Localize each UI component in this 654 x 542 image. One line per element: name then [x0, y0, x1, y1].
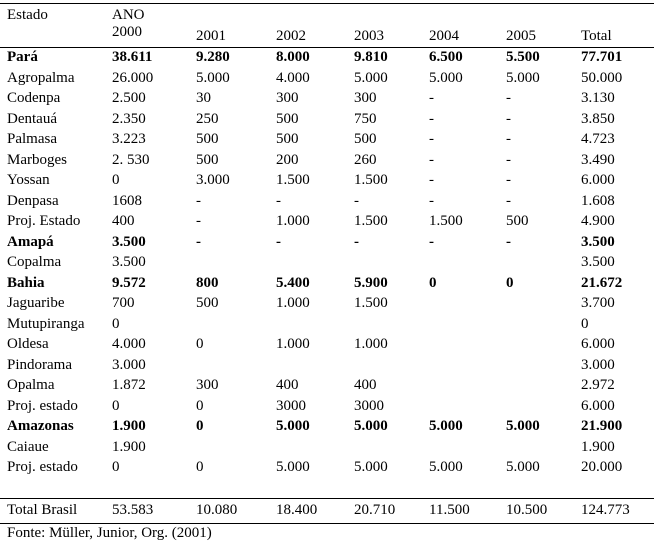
total-top-rule — [0, 498, 654, 499]
table-cell-2004: - — [429, 172, 434, 188]
table-cell-2001: 5.000 — [196, 70, 230, 86]
table-cell-2003: 400 — [354, 377, 377, 393]
table-cell-2003: 1.500 — [354, 172, 388, 188]
table-cell-total: 21.672 — [581, 275, 623, 291]
table-cell-2000: 4.000 — [112, 336, 146, 352]
table-cell-total: 1.900 — [581, 439, 615, 455]
total-cell-2003: 20.710 — [354, 502, 396, 518]
table-cell-total: 1.608 — [581, 193, 615, 209]
table-cell-2003: 260 — [354, 152, 377, 168]
table-cell-2000: 1.900 — [112, 439, 146, 455]
table-cell-2005: 0 — [506, 275, 514, 291]
table-cell-2000: 3.500 — [112, 254, 146, 270]
table-cell-2004: - — [429, 90, 434, 106]
header-total: Total — [581, 28, 612, 44]
table-cell-2004: 5.000 — [429, 70, 463, 86]
state-row-label: Pará — [7, 49, 38, 65]
table-cell-2002: 5.000 — [276, 418, 310, 434]
table-cell-2002: 3000 — [276, 398, 306, 414]
table-cell-total: 4.900 — [581, 213, 615, 229]
table-cell-2001: 250 — [196, 111, 219, 127]
table-cell-2001: 500 — [196, 152, 219, 168]
table-cell-2002: 8.000 — [276, 49, 310, 65]
table-cell-total: 6.000 — [581, 172, 615, 188]
table-cell-total: 2.972 — [581, 377, 615, 393]
table-cell-total: 3.500 — [581, 234, 615, 250]
table-cell-2003: 5.900 — [354, 275, 388, 291]
table-cell-2005: - — [506, 234, 511, 250]
table-cell-2000: 26.000 — [112, 70, 154, 86]
total-cell-2000: 53.583 — [112, 502, 154, 518]
table-cell-2002: 1.000 — [276, 336, 310, 352]
company-row-label: Codenpa — [7, 90, 61, 106]
table-cell-2002: 500 — [276, 111, 299, 127]
table-cell-total: 3.000 — [581, 357, 615, 373]
table-cell-total: 0 — [581, 316, 589, 332]
table-cell-2000: 700 — [112, 295, 135, 311]
table-cell-2003: 1.000 — [354, 336, 388, 352]
company-row-label: Palmasa — [7, 131, 57, 147]
total-row-label: Total Brasil — [7, 502, 78, 518]
table-cell-2005: 5.500 — [506, 49, 540, 65]
table-cell-2003: 300 — [354, 90, 377, 106]
state-row-label: Amapá — [7, 234, 54, 250]
company-row-label: Proj. estado — [7, 398, 78, 414]
table-cell-2002: 400 — [276, 377, 299, 393]
table-cell-2003: 9.810 — [354, 49, 388, 65]
table-cell-2001: 0 — [196, 418, 204, 434]
table-top-rule — [0, 3, 654, 4]
table-cell-2004: - — [429, 234, 434, 250]
table-cell-2001: 9.280 — [196, 49, 230, 65]
table-cell-2001: - — [196, 234, 201, 250]
table-cell-2000: 0 — [112, 316, 120, 332]
table-cell-2005: 5.000 — [506, 70, 540, 86]
table-cell-total: 3.500 — [581, 254, 615, 270]
table-cell-total: 50.000 — [581, 70, 623, 86]
table-cell-2000: 1.900 — [112, 418, 146, 434]
table-cell-total: 6.000 — [581, 336, 615, 352]
table-cell-2003: - — [354, 193, 359, 209]
table-cell-2000: 2. 530 — [112, 152, 150, 168]
table-cell-2002: 200 — [276, 152, 299, 168]
table-cell-2001: 0 — [196, 459, 204, 475]
table-cell-2000: 1608 — [112, 193, 142, 209]
table-cell-2003: 3000 — [354, 398, 384, 414]
table-cell-2001: 800 — [196, 275, 219, 291]
source-note: Fonte: Müller, Junior, Org. (2001) — [7, 525, 212, 541]
table-cell-2005: 500 — [506, 213, 529, 229]
company-row-label: Pindorama — [7, 357, 72, 373]
header-year-2002: 2002 — [276, 28, 306, 44]
table-cell-total: 21.900 — [581, 418, 623, 434]
table-cell-total: 77.701 — [581, 49, 623, 65]
company-row-label: Dentauá — [7, 111, 57, 127]
header-year-2000: 2000 — [112, 24, 142, 40]
table-cell-2000: 3.000 — [112, 357, 146, 373]
table-cell-2003: 1.500 — [354, 295, 388, 311]
header-year-2001: 2001 — [196, 28, 226, 44]
company-row-label: Yossan — [7, 172, 50, 188]
company-row-label: Caiaue — [7, 439, 49, 455]
table-cell-2000: 0 — [112, 172, 120, 188]
table-cell-2002: - — [276, 193, 281, 209]
table-cell-total: 3.490 — [581, 152, 615, 168]
table-cell-2002: 4.000 — [276, 70, 310, 86]
table-cell-2002: 5.400 — [276, 275, 310, 291]
company-row-label: Opalma — [7, 377, 55, 393]
company-row-label: Proj. Estado — [7, 213, 81, 229]
state-row-label: Bahia — [7, 275, 45, 291]
table-cell-2002: 1.000 — [276, 295, 310, 311]
table-cell-2000: 38.611 — [112, 49, 153, 65]
table-cell-2003: 5.000 — [354, 459, 388, 475]
state-row-label: Amazonas — [7, 418, 74, 434]
table-cell-2004: - — [429, 152, 434, 168]
table-cell-2003: 5.000 — [354, 70, 388, 86]
table-cell-2005: - — [506, 90, 511, 106]
table-cell-2001: 500 — [196, 131, 219, 147]
table-cell-2002: - — [276, 234, 281, 250]
header-year-2005: 2005 — [506, 28, 536, 44]
table-cell-2000: 0 — [112, 398, 120, 414]
table-cell-2000: 3.223 — [112, 131, 146, 147]
table-cell-2001: - — [196, 193, 201, 209]
table-cell-2004: 1.500 — [429, 213, 463, 229]
company-row-label: Marboges — [7, 152, 67, 168]
total-cell-2001: 10.080 — [196, 502, 238, 518]
company-row-label: Jaguaribe — [7, 295, 65, 311]
table-cell-2000: 3.500 — [112, 234, 146, 250]
table-cell-2005: - — [506, 152, 511, 168]
table-cell-2005: - — [506, 111, 511, 127]
table-cell-2004: 5.000 — [429, 459, 463, 475]
table-cell-total: 3.850 — [581, 111, 615, 127]
table-cell-2004: - — [429, 131, 434, 147]
table-cell-2002: 300 — [276, 90, 299, 106]
header-year-2003: 2003 — [354, 28, 384, 44]
table-cell-2002: 500 — [276, 131, 299, 147]
table-cell-total: 3.700 — [581, 295, 615, 311]
table-cell-2003: 5.000 — [354, 418, 388, 434]
table-cell-2003: 1.500 — [354, 213, 388, 229]
table-cell-2000: 9.572 — [112, 275, 146, 291]
table-cell-2003: 500 — [354, 131, 377, 147]
total-cell-2002: 18.400 — [276, 502, 318, 518]
company-row-label: Proj. estado — [7, 459, 78, 475]
company-row-label: Oldesa — [7, 336, 49, 352]
table-cell-total: 3.130 — [581, 90, 615, 106]
table-cell-2001: - — [196, 213, 201, 229]
table-cell-total: 20.000 — [581, 459, 623, 475]
company-row-label: Agropalma — [7, 70, 75, 86]
total-cell-total: 124.773 — [581, 502, 630, 518]
header-year-2004: 2004 — [429, 28, 459, 44]
company-row-label: Copalma — [7, 254, 62, 270]
table-cell-2004: 0 — [429, 275, 437, 291]
table-cell-2005: 5.000 — [506, 418, 540, 434]
table-cell-2005: - — [506, 193, 511, 209]
total-bottom-rule — [0, 523, 654, 524]
company-row-label: Denpasa — [7, 193, 59, 209]
table-cell-2004: - — [429, 111, 434, 127]
table-cell-2005: - — [506, 131, 511, 147]
table-cell-2002: 5.000 — [276, 459, 310, 475]
table-cell-2004: 6.500 — [429, 49, 463, 65]
company-row-label: Mutupiranga — [7, 316, 85, 332]
table-cell-2000: 1.872 — [112, 377, 146, 393]
table-cell-2005: - — [506, 172, 511, 188]
table-cell-2005: 5.000 — [506, 459, 540, 475]
table-cell-2001: 0 — [196, 398, 204, 414]
header-estado: Estado — [7, 7, 48, 23]
table-cell-2000: 400 — [112, 213, 135, 229]
header-ano: ANO — [112, 7, 145, 23]
table-cell-2004: - — [429, 193, 434, 209]
table-cell-2000: 2.500 — [112, 90, 146, 106]
table-cell-2000: 2.350 — [112, 111, 146, 127]
table-cell-2003: 750 — [354, 111, 377, 127]
table-cell-2001: 0 — [196, 336, 204, 352]
table-cell-total: 6.000 — [581, 398, 615, 414]
table-cell-2003: - — [354, 234, 359, 250]
header-bottom-rule — [0, 47, 654, 48]
table-cell-total: 4.723 — [581, 131, 615, 147]
total-cell-2004: 11.500 — [429, 502, 470, 518]
table-cell-2002: 1.000 — [276, 213, 310, 229]
table-cell-2004: 5.000 — [429, 418, 463, 434]
table-cell-2001: 3.000 — [196, 172, 230, 188]
table-cell-2001: 300 — [196, 377, 219, 393]
total-cell-2005: 10.500 — [506, 502, 548, 518]
table-cell-2002: 1.500 — [276, 172, 310, 188]
table-cell-2001: 30 — [196, 90, 211, 106]
table-cell-2001: 500 — [196, 295, 219, 311]
table-cell-2000: 0 — [112, 459, 120, 475]
